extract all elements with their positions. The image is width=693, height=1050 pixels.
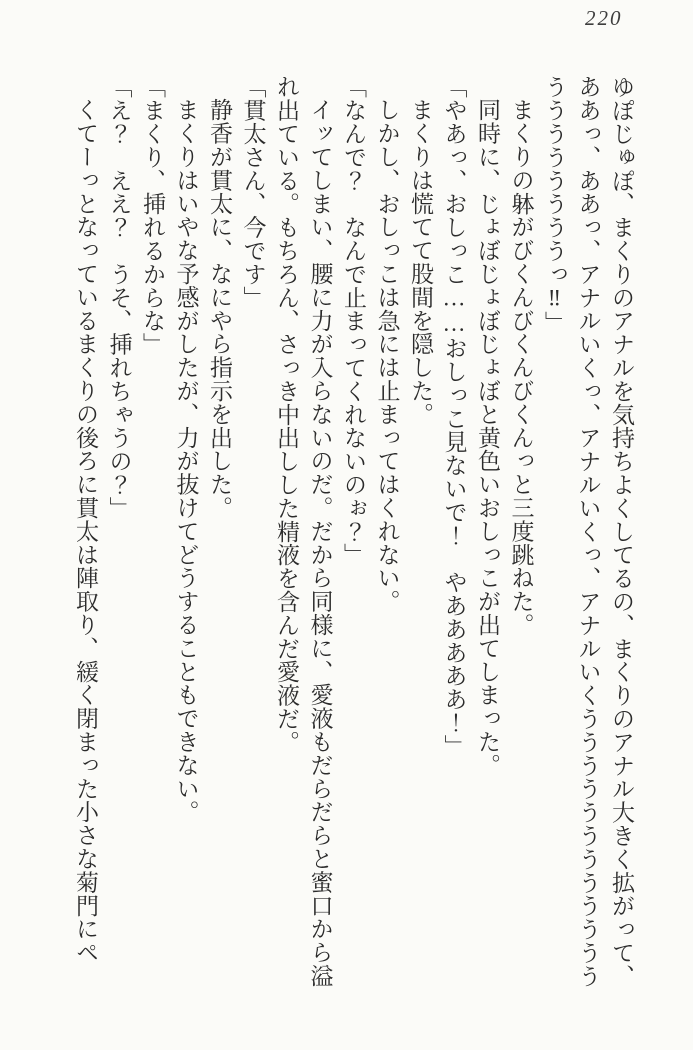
paragraph: イッてしまい、腰に力が入らないのだ。だから同様に、愛液もだらだらと蜜口から溢れ出ている。もちろん、さっき中出しした精液を含んだ愛液だ。	[274, 75, 333, 988]
paragraph: 「やあっ、おしっこ……おしっこ見ないで！ やあああああ！」	[441, 75, 467, 758]
paragraph: まくりは慌てて股間を隠した。	[408, 98, 433, 426]
paragraph: 「え？ ええ？ うそ、挿れちゃうの？」	[106, 75, 132, 520]
paragraph: 静香が貫太に、なにやら指示を出した。	[207, 98, 232, 520]
page-text-block	[62, 75, 638, 991]
paragraph: くてーっとなっているまくりの後ろに貫太は陣取り、緩く閉まった小さな菊門にペ	[73, 98, 98, 964]
paragraph: まくりはいやな予感がしたが、力が抜けてどうすることもできない。	[173, 98, 199, 824]
paragraph: 「まくり、挿れるからな」	[140, 75, 165, 356]
paragraph: ゆぽじゅぽ、まくりのアナルを気持ちよくしてるの、まくりのアナル大きく拡がって、ああっ、ああっ、アナルいくっ、アナルいくっ、アナルいくううううううううううううううううううううっ‼」	[542, 75, 634, 988]
paragraph: 同時に、じょぼじょぼじょぼと黄色いおしっこが出てしまった。	[475, 98, 500, 777]
paragraph: 「なんで？ なんで止まってくれないのぉ？」	[341, 75, 366, 567]
paragraph: 「貫太さん、今です」	[240, 75, 266, 309]
page-number: 220	[585, 6, 623, 30]
paragraph: まくりの躰がびくんびくんびくんっと三度跳ねた。	[508, 98, 534, 637]
paragraph: しかし、おしっこは急には止まってはくれない。	[374, 98, 400, 613]
